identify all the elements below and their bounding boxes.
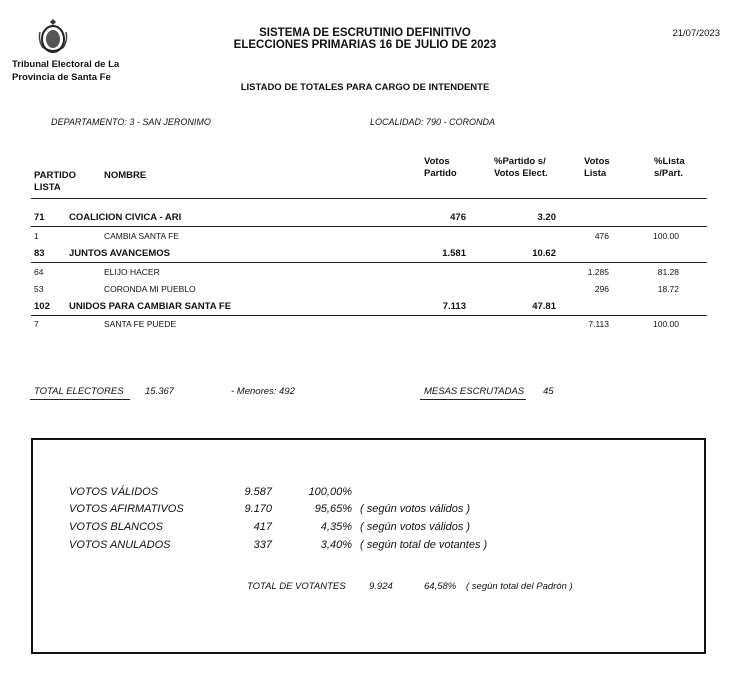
list-votes: 1.285 <box>587 267 609 277</box>
summary-label: VOTOS BLANCOS <box>69 521 163 533</box>
summary-value: 9.587 <box>244 486 272 498</box>
list-name: ELIJO HACER <box>104 267 160 277</box>
departamento: DEPARTAMENTO: 3 - SAN JERONIMO <box>51 117 211 127</box>
underline <box>420 399 526 400</box>
list-pct: 100.00 <box>653 319 679 329</box>
org-line-2: Provincia de Santa Fe <box>12 72 111 83</box>
list-votes: 296 <box>594 284 609 294</box>
menores: - Menores: 492 <box>231 386 295 397</box>
summary-note: ( según votos válidos ) <box>360 503 471 515</box>
summary-note: ( según votos válidos ) <box>360 521 471 533</box>
total-votantes-note: ( según total del Padrón ) <box>466 581 573 592</box>
report-date: 21/07/2023 <box>672 28 720 39</box>
list-code: 64 <box>34 267 44 277</box>
party-name: COALICION CIVICA - ARI <box>69 212 182 223</box>
summary-pct: 4,35% <box>320 521 352 533</box>
summary-label: VOTOS ANULADOS <box>69 539 171 551</box>
provincial-seal-icon <box>38 18 68 56</box>
list-code: 7 <box>34 319 39 329</box>
mesas-escrutadas-value: 45 <box>543 386 554 397</box>
party-rule <box>31 315 707 316</box>
summary-pct: 3,40% <box>320 539 352 551</box>
list-pct: 100.00 <box>653 231 679 241</box>
report-title-2: ELECCIONES PRIMARIAS 16 DE JULIO DE 2023 <box>233 39 497 51</box>
col-header-pct-partido: %Partido s/ Votos Elect. <box>494 156 548 179</box>
party-pct: 10.62 <box>532 248 556 259</box>
party-votes: 476 <box>450 212 466 223</box>
summary-note: ( según total de votantes ) <box>360 539 488 551</box>
summary-pct: 95,65% <box>314 503 352 515</box>
summary-value: 9.170 <box>244 503 272 515</box>
party-votes: 7.113 <box>442 301 466 312</box>
col-header-nombre: NOMBRE <box>104 170 147 181</box>
party-votes: 1.581 <box>442 248 466 259</box>
header-rule <box>31 198 707 199</box>
party-name: JUNTOS AVANCEMOS <box>69 248 170 259</box>
party-code: 83 <box>34 248 45 259</box>
col-header-votos-partido: Votos Partido <box>424 156 457 179</box>
total-electores-label: TOTAL ELECTORES <box>34 386 124 397</box>
report-title-1: SISTEMA DE ESCRUTINIO DEFINITIVO <box>259 27 471 39</box>
org-line-1: Tribunal Electoral de La <box>12 59 120 70</box>
list-name: CAMBIA SANTA FE <box>104 231 179 241</box>
total-electores-value: 15.367 <box>145 386 175 397</box>
summary-label: VOTOS AFIRMATIVOS <box>69 503 184 515</box>
col-header-votos-lista: Votos Lista <box>584 156 610 179</box>
party-code: 102 <box>34 301 50 312</box>
total-votantes-value: 9.924 <box>369 581 393 592</box>
list-code: 1 <box>34 231 39 241</box>
total-votantes-pct: 64,58% <box>424 581 457 592</box>
col-header-pct-lista: %Lista s/Part. <box>654 156 685 179</box>
mesas-escrutadas-label: MESAS ESCRUTADAS <box>424 386 525 397</box>
party-name: UNIDOS PARA CAMBIAR SANTA FE <box>69 301 232 312</box>
list-name: SANTA FE PUEDE <box>104 319 177 329</box>
summary-label: VOTOS VÁLIDOS <box>69 486 159 498</box>
summary-value: 417 <box>253 521 272 533</box>
party-rule <box>31 262 707 263</box>
organization-name <box>12 58 122 84</box>
total-votantes-label: TOTAL DE VOTANTES <box>247 581 346 592</box>
summary-pct: 100,00% <box>308 486 352 498</box>
list-code: 53 <box>34 284 44 294</box>
party-rule <box>31 226 707 227</box>
party-pct: 47.81 <box>532 301 556 312</box>
underline <box>30 399 130 400</box>
list-pct: 81.28 <box>657 267 679 277</box>
list-pct: 18.72 <box>657 284 679 294</box>
list-name: CORONDA MI PUEBLO <box>104 284 196 294</box>
party-code: 71 <box>34 212 45 223</box>
col-header-partido-lista: PARTIDO LISTA <box>34 170 77 193</box>
localidad: LOCALIDAD: 790 - CORONDA <box>370 117 496 127</box>
party-pct: 3.20 <box>537 212 556 223</box>
list-votes: 7.113 <box>588 319 609 329</box>
summary-value: 337 <box>253 539 272 551</box>
report-subtitle: LISTADO DE TOTALES PARA CARGO DE INTENDENTE <box>240 82 490 93</box>
list-votes: 476 <box>594 231 609 241</box>
